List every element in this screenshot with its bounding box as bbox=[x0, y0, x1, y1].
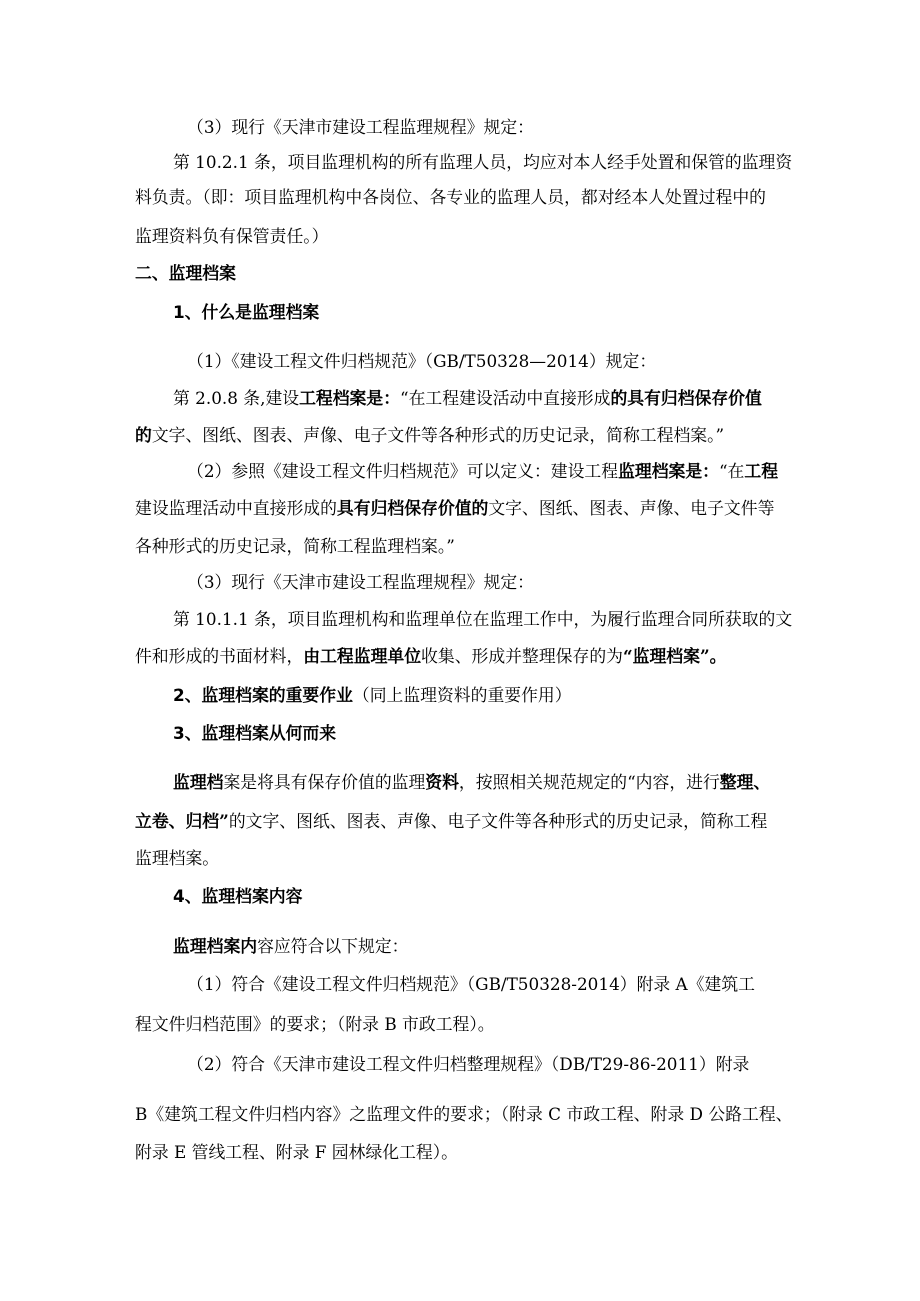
text-run: 各种形式的历史记录，简称工程监理档案。” bbox=[135, 537, 455, 557]
text-run: 附录 E 管线工程、附录 F 园林绿化工程）。 bbox=[135, 1143, 458, 1163]
text-run: 第 10.1.1 条，项目监理机构和监理单位在监理工作中，为履行监理合同所获取的文 bbox=[173, 610, 793, 630]
text-run: （同上监理资料的重要作用） bbox=[352, 686, 572, 706]
text-run: 第 2.0.8 条,建设 bbox=[173, 389, 300, 409]
text-run: 的文字、图纸、图表、声像、电子文件等各种形式的历史记录，简称工程 bbox=[228, 812, 768, 832]
heading-text: 2、监理档案的重要作业 bbox=[173, 686, 353, 706]
subsection-heading bbox=[0, 722, 920, 746]
paragraph-tianjin-rule-heading bbox=[0, 116, 920, 140]
heading-text: 二、监理档案 bbox=[135, 264, 236, 284]
heading-text: 4、监理档案内容 bbox=[173, 887, 303, 907]
text-run: （3）现行《天津市建设工程监理规程》规定： bbox=[187, 118, 535, 138]
bold-text-run: 具有归档保存价值的 bbox=[336, 499, 489, 519]
text-run: 件和形成的书面材料， bbox=[135, 647, 304, 667]
text-run: 监理资料负有保管责任。） bbox=[135, 227, 329, 247]
text-run: 建设监理活动中直接形成的 bbox=[135, 499, 337, 519]
text-run: （2）符合《天津市建设工程文件归档整理规程》（DB/T29-86-2011）附录 bbox=[187, 1055, 750, 1075]
paragraph-line bbox=[0, 810, 920, 834]
paragraph-line bbox=[0, 1013, 920, 1037]
text-run: 程文件归档范围》的要求；（附录 B 市政工程）。 bbox=[135, 1015, 495, 1035]
paragraph-line bbox=[0, 535, 920, 559]
paragraph-line bbox=[0, 151, 920, 175]
paragraph-line bbox=[0, 424, 920, 448]
bold-text-run: 监理档 bbox=[173, 773, 224, 793]
bold-text-run: 工程档案是： bbox=[299, 389, 401, 409]
text-run: ，按照相关规范规定的“内容，进行 bbox=[458, 773, 720, 793]
subsection-heading bbox=[0, 885, 920, 909]
bold-text-run: 整理、 bbox=[719, 773, 771, 793]
subsection-heading bbox=[0, 301, 920, 325]
text-run: （2）参照《建设工程文件归档规范》可以定义：建设工程 bbox=[187, 462, 619, 482]
paragraph-line bbox=[0, 350, 920, 374]
paragraph-line bbox=[0, 847, 920, 871]
paragraph-line bbox=[0, 1103, 920, 1127]
bold-text-run: “监理档案”。 bbox=[622, 647, 727, 667]
text-run: （1）符合《建设工程文件归档规范》（GB/T50328-2014）附录 A《建筑工 bbox=[187, 975, 755, 995]
bold-text-run: 由工程监理单位 bbox=[303, 647, 422, 667]
text-run: 第 10.2.1 条，项目监理机构的所有监理人员，均应对本人经手处置和保管的监理资 bbox=[173, 153, 793, 173]
heading-text: 3、监理档案从何而来 bbox=[173, 724, 337, 744]
text-run: （3）现行《天津市建设工程监理规程》规定： bbox=[187, 573, 535, 593]
paragraph-line bbox=[0, 771, 920, 795]
bold-text-run: 立卷、归档” bbox=[135, 812, 229, 832]
paragraph-line bbox=[0, 225, 920, 249]
heading-text: 1、什么是监理档案 bbox=[173, 303, 320, 323]
paragraph-line bbox=[0, 1141, 920, 1165]
text-run: B《建筑工程文件归档内容》之监理文件的要求；（附录 C 市政工程、附录 D 公路工程、 bbox=[135, 1105, 793, 1125]
paragraph-line bbox=[0, 645, 920, 669]
subsection-heading bbox=[0, 684, 920, 708]
text-run: 监理档案。 bbox=[135, 849, 220, 869]
bold-text-run: 资料 bbox=[425, 773, 459, 793]
text-run: 文字、图纸、图表、声像、电子文件等 bbox=[488, 499, 775, 519]
text-run: “在 bbox=[718, 462, 745, 482]
paragraph-line bbox=[0, 1053, 920, 1077]
paragraph-line bbox=[0, 460, 920, 484]
text-run: 料负责。（即：项目监理机构中各岗位、各专业的监理人员，都对经本人处置过程中的 bbox=[135, 188, 766, 208]
paragraph-line bbox=[0, 973, 920, 997]
bold-text-run: 监理档案是： bbox=[618, 462, 719, 482]
section-heading bbox=[0, 262, 920, 286]
text-run: 收集、形成并整理保存的为 bbox=[421, 647, 623, 667]
paragraph-line bbox=[0, 186, 920, 210]
paragraph-line bbox=[0, 571, 920, 595]
text-run: 文字、图纸、图表、声像、电子文件等各种形式的历史记录，简称工程档案。” bbox=[151, 426, 725, 446]
bold-text-run: 的 bbox=[135, 426, 152, 446]
bold-text-run: 的具有归档保存价值 bbox=[610, 389, 762, 409]
text-run: 容应符合以下规定： bbox=[257, 937, 409, 957]
paragraph-line bbox=[0, 608, 920, 632]
bold-text-run: 监理档案内 bbox=[173, 937, 258, 957]
paragraph-line bbox=[0, 497, 920, 521]
bold-text-run: 工程 bbox=[744, 462, 779, 482]
text-run: （1）《建设工程文件归档规范》（GB/T50328—2014）规定： bbox=[187, 352, 657, 372]
text-run: “在工程建设活动中直接形成 bbox=[400, 389, 611, 409]
paragraph-line bbox=[0, 935, 920, 959]
text-run: 案是将具有保存价值的监理 bbox=[223, 773, 426, 793]
paragraph-line bbox=[0, 387, 920, 411]
